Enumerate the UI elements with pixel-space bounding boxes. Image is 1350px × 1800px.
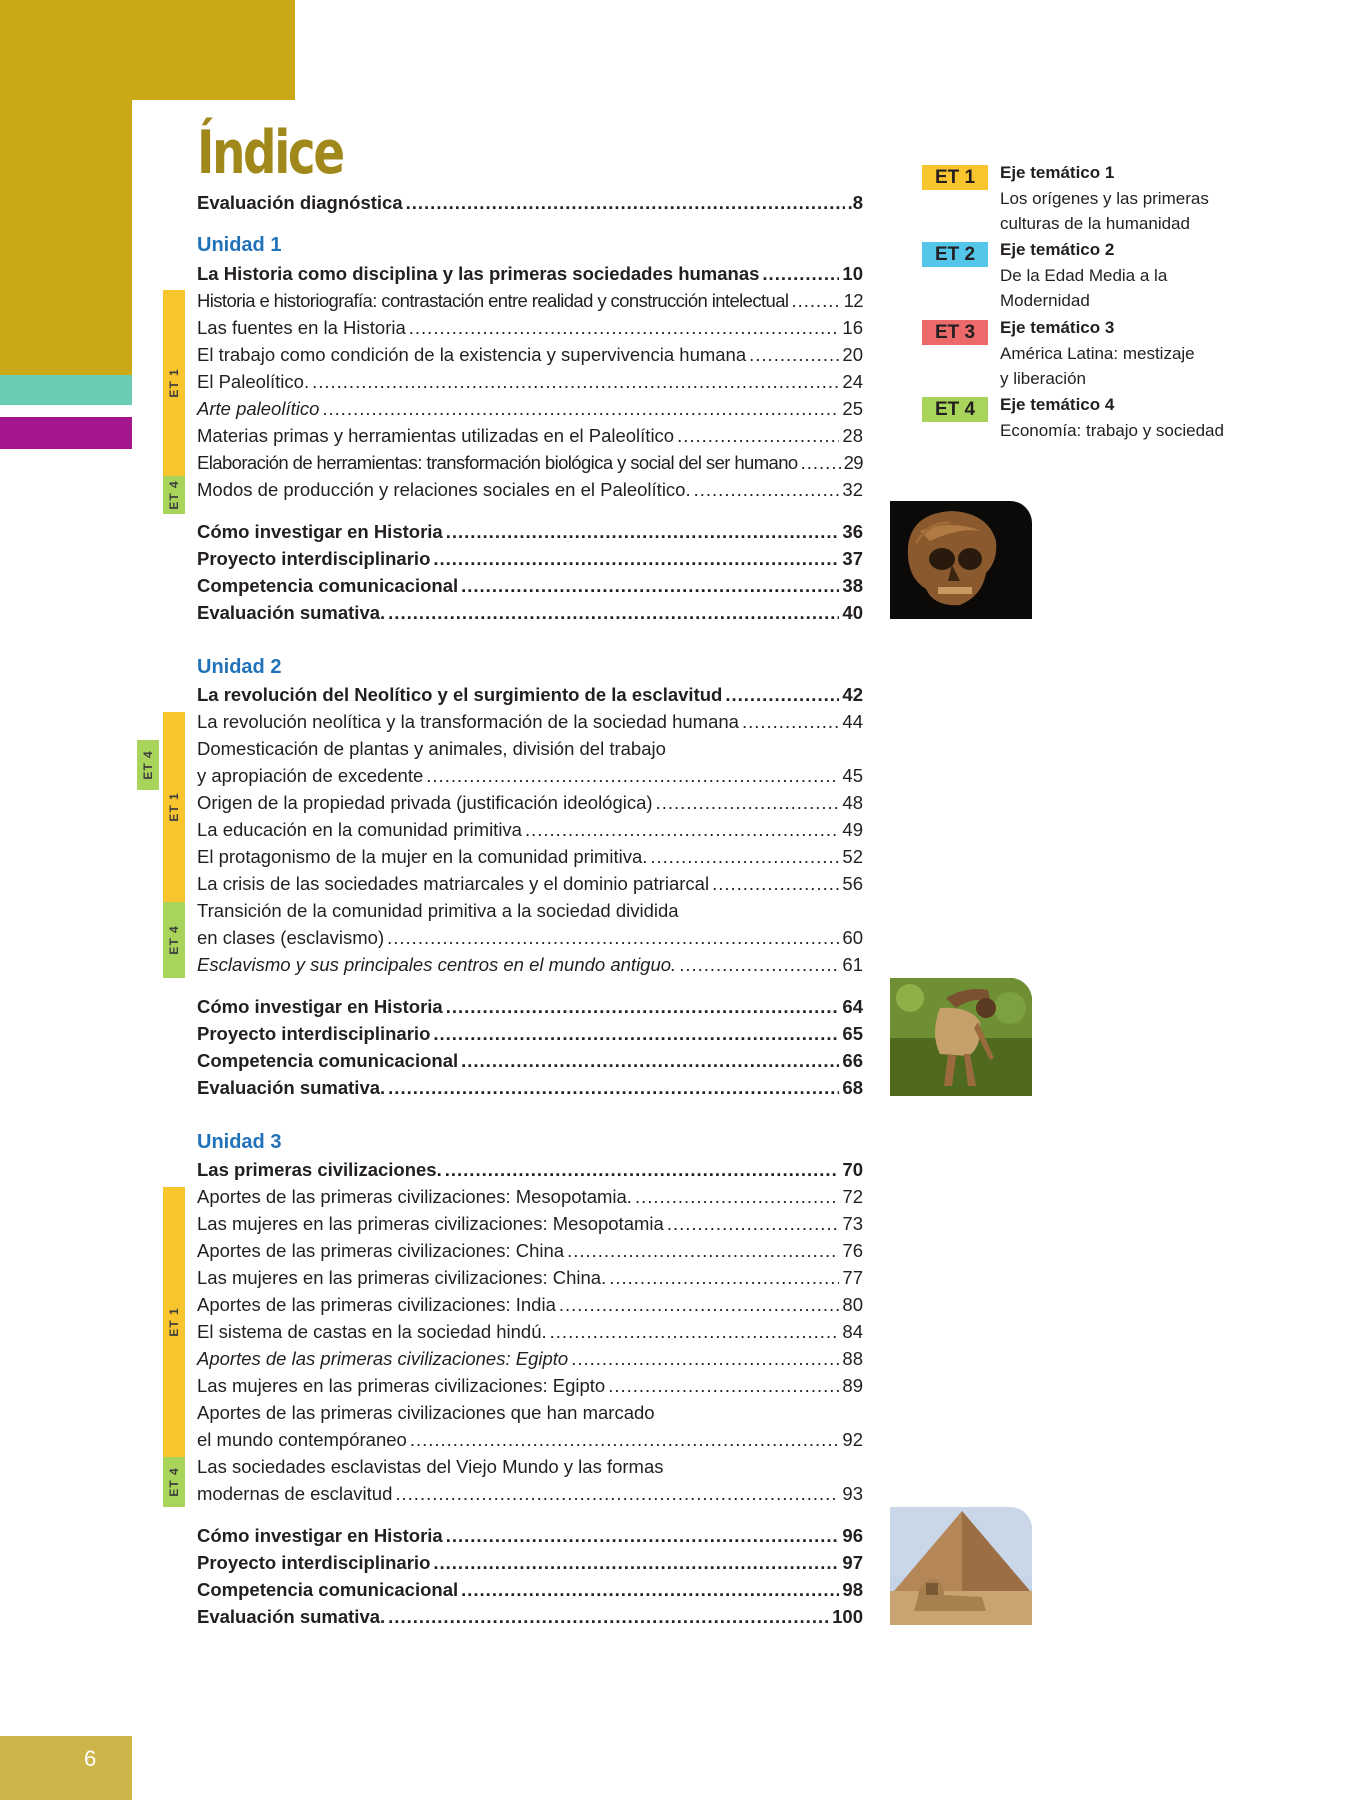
toc-entry-diagnostic[interactable]: Evaluación diagnóstica ..... .8 <box>197 190 863 216</box>
legend-title-et4: Eje temático 4 <box>1000 395 1115 414</box>
toc-entry[interactable]: Las primeras civilizaciones. ..... 70 <box>197 1157 863 1183</box>
unit-1-heading: Unidad 1 <box>197 234 282 256</box>
toc-entry-research[interactable]: Cómo investigar en Historia ..... 96 <box>197 1523 863 1549</box>
toc-entry[interactable]: en clases (esclavismo) ..... 60 <box>197 925 863 951</box>
legend-title-et3: Eje temático 3 <box>1000 318 1115 337</box>
toc-entry[interactable]: El sistema de castas en la sociedad hindú. ..... 84 <box>197 1319 863 1345</box>
et4-outer-bar-unit2: ET 4 <box>137 740 159 790</box>
toc-entry[interactable]: Aportes de las primeras civilizaciones: China ..... 76 <box>197 1238 863 1264</box>
et4-bar-unit1: ET 4 <box>163 476 185 514</box>
legend-title-et1: Eje temático 1 <box>1000 163 1115 182</box>
toc-entry-competence[interactable]: Competencia comunicacional ..... 38 <box>197 573 863 599</box>
toc-entry-research[interactable]: Cómo investigar en Historia ..... 64 <box>197 994 863 1020</box>
magenta-stripe <box>0 417 132 449</box>
toc-entry[interactable]: Las fuentes en la Historia ..... 16 <box>197 315 863 341</box>
legend-desc-et3: América Latina: mestizaje y liberación <box>1000 344 1195 388</box>
toc-entry[interactable]: y apropiación de excedente ..... 45 <box>197 763 863 789</box>
bottom-color-band <box>0 1736 132 1800</box>
et4-bar-unit3: ET 4 <box>163 1457 185 1507</box>
toc-entry[interactable]: La revolución neolítica y la transformación de la sociedad humana ..... 44 <box>197 709 863 735</box>
toc-entry-project[interactable]: Proyecto interdisciplinario ..... 97 <box>197 1550 863 1576</box>
toc-entry-summative[interactable]: Evaluación sumativa. ..... 68 <box>197 1075 863 1101</box>
toc-entry[interactable]: La educación en la comunidad primitiva ..... 49 <box>197 817 863 843</box>
et1-bar-unit3: ET 1 <box>163 1187 185 1457</box>
et4-bar-unit2: ET 4 <box>163 902 185 978</box>
toc-entry-competence[interactable]: Competencia comunicacional ..... 66 <box>197 1048 863 1074</box>
toc-entry[interactable]: Arte paleolítico ..... 25 <box>197 396 863 422</box>
pyramid-sphinx-photo <box>890 1507 1032 1625</box>
toc-entry[interactable]: Aportes de las primeras civilizaciones: Egipto ..... 88 <box>197 1346 863 1372</box>
legend-desc-et1: Los orígenes y las primeras culturas de la humanidad <box>1000 189 1209 233</box>
teal-stripe <box>0 375 132 405</box>
page-number: 6 <box>84 1746 97 1771</box>
toc-entry[interactable]: Origen de la propiedad privada (justificación ideológica) ..... 48 <box>197 790 863 816</box>
toc-entry[interactable]: El Paleolítico. ..... 24 <box>197 369 863 395</box>
toc-entry[interactable]: El protagonismo de la mujer en la comunidad primitiva. ..... 52 <box>197 844 863 870</box>
toc-entry[interactable]: Las mujeres en las primeras civilizaciones: Mesopotamia ..... 73 <box>197 1211 863 1237</box>
toc-entry[interactable]: Materias primas y herramientas utilizadas en el Paleolítico ..... 28 <box>197 423 863 449</box>
neolithic-woman-photo <box>890 978 1032 1096</box>
toc-entry[interactable]: Modos de producción y relaciones sociales en el Paleolítico. ..... 32 <box>197 477 863 503</box>
toc-entry-project[interactable]: Proyecto interdisciplinario ..... 65 <box>197 1021 863 1047</box>
et1-bar-unit1: ET 1 <box>163 290 185 476</box>
toc-entry[interactable]: La revolución del Neolítico y el surgimiento de la esclavitud ..... 42 <box>197 682 863 708</box>
et1-bar-unit2: ET 1 <box>163 712 185 902</box>
page-title: Índice <box>197 118 343 188</box>
toc-entry[interactable]: El trabajo como condición de la existencia y supervivencia humana ..... 20 <box>197 342 863 368</box>
legend-badge-et2: ET 2 <box>922 242 988 267</box>
toc-entry[interactable]: Aportes de las primeras civilizaciones: India ..... 80 <box>197 1292 863 1318</box>
toc-entry[interactable]: Transición de la comunidad primitiva a la sociedad dividida <box>197 900 679 921</box>
legend-desc-et4: Economía: trabajo y sociedad <box>1000 421 1224 440</box>
toc-entry-summative[interactable]: Evaluación sumativa. ..... 40 <box>197 600 863 626</box>
toc-entry[interactable]: Las mujeres en las primeras civilizaciones: China. ..... 77 <box>197 1265 863 1291</box>
hominid-skull-photo <box>890 501 1032 619</box>
legend-badge-et1: ET 1 <box>922 165 988 190</box>
toc-entry[interactable]: modernas de esclavitud ..... 93 <box>197 1481 863 1507</box>
toc-entry[interactable]: Domesticación de plantas y animales, división del trabajo <box>197 738 666 759</box>
toc-entry-project[interactable]: Proyecto interdisciplinario ..... 37 <box>197 546 863 572</box>
toc-entry-summative[interactable]: Evaluación sumativa. ..... 100 <box>197 1604 863 1630</box>
toc-entry[interactable]: La crisis de las sociedades matriarcales y el dominio patriarcal ..... 56 <box>197 871 863 897</box>
legend-badge-et4: ET 4 <box>922 397 988 422</box>
legend-badge-et3: ET 3 <box>922 320 988 345</box>
toc-entry-research[interactable]: Cómo investigar en Historia ..... 36 <box>197 519 863 545</box>
toc-entry[interactable]: el mundo contempóraneo ..... 92 <box>197 1427 863 1453</box>
top-color-band <box>0 0 295 100</box>
toc-entry[interactable]: Las mujeres en las primeras civilizaciones: Egipto ..... 89 <box>197 1373 863 1399</box>
toc-entry[interactable]: Aportes de las primeras civilizaciones que han marcado <box>197 1402 655 1423</box>
toc-entry[interactable]: Elaboración de herramientas: transformación biológica y social del ser humano ..... 29 <box>197 450 863 476</box>
toc-entry[interactable]: Esclavismo y sus principales centros en el mundo antiguo. ..... 61 <box>197 952 863 978</box>
toc-entry-competence[interactable]: Competencia comunicacional ..... 98 <box>197 1577 863 1603</box>
legend-desc-et2: De la Edad Media a la Modernidad <box>1000 266 1168 310</box>
toc-entry[interactable]: Historia e historiografía: contrastación entre realidad y construcción intelectual ..... 12 <box>197 288 863 314</box>
toc-entry[interactable]: Aportes de las primeras civilizaciones: Mesopotamia. ..... 72 <box>197 1184 863 1210</box>
toc-entry[interactable]: Las sociedades esclavistas del Viejo Mundo y las formas <box>197 1456 664 1477</box>
unit-3-heading: Unidad 3 <box>197 1131 282 1153</box>
unit-2-heading: Unidad 2 <box>197 656 282 678</box>
legend-title-et2: Eje temático 2 <box>1000 240 1115 259</box>
toc-entry[interactable]: La Historia como disciplina y las primeras sociedades humanas ..... 10 <box>197 261 863 287</box>
side-color-band <box>0 100 132 378</box>
